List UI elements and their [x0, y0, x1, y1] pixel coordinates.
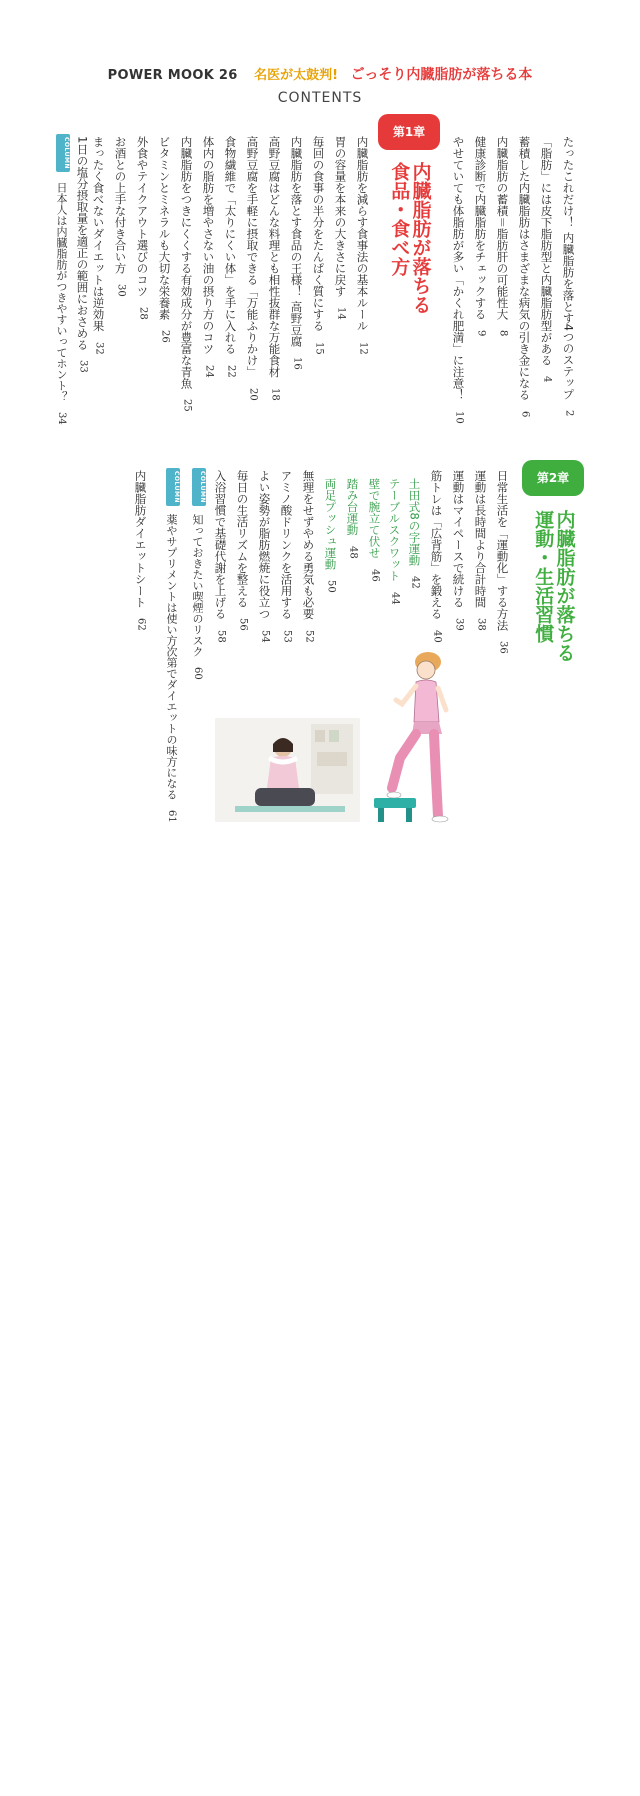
toc-entry[interactable] [496, 470, 508, 654]
toc-entry[interactable] [408, 478, 420, 589]
toc-entry[interactable] [540, 136, 552, 382]
column-entry[interactable] [56, 182, 67, 425]
toc-page: 6 [519, 410, 531, 417]
toc-entry[interactable] [158, 136, 170, 343]
toc-page: 25 [181, 399, 193, 412]
toc-entry-text: 無理をせずやめる勇気も必要 [301, 470, 316, 620]
shelf-item [315, 730, 325, 742]
toc-page: 36 [497, 641, 509, 654]
toc-entry-text: 体内の脂肪を増やさない油の摂り方のコツ [201, 136, 216, 355]
step-platform [374, 798, 416, 808]
toc-entry[interactable] [258, 470, 270, 642]
toc-page: 48 [347, 545, 359, 559]
bottom-decor-arc-inner [0, 824, 640, 1796]
toc-page: 54 [259, 629, 271, 643]
toc-page: 58 [215, 629, 227, 643]
page-header [0, 64, 640, 106]
toc-page: 10 [453, 410, 465, 424]
toc-page: 32 [93, 341, 105, 355]
toc-entry[interactable] [312, 136, 324, 354]
toc-entry[interactable] [430, 470, 442, 642]
toc-entry-text: 日常生活を「運動化」する方法 [495, 470, 510, 631]
toc-page: 62 [135, 618, 147, 631]
toc-entry[interactable] [346, 478, 358, 558]
toc-entry-text: テーブルスクワット [387, 478, 402, 582]
toc-entry[interactable] [452, 136, 464, 423]
toc-page: 61 [166, 810, 177, 823]
shelf-item [329, 730, 339, 742]
toc-page: 50 [325, 580, 337, 593]
toc-page: 56 [237, 618, 249, 631]
toc-page: 30 [115, 284, 127, 297]
toc-entry-text: 毎日の生活リズムを整える [235, 470, 250, 608]
toc-page: 26 [159, 330, 171, 343]
shoe-shape [387, 792, 401, 798]
column-badge: COLUMN [192, 468, 206, 506]
toc-entry-text: 蓄積した内臓脂肪はさまざまな病気の引き金になる [517, 136, 532, 401]
toc-entry[interactable] [474, 470, 486, 631]
toc-entry[interactable] [474, 136, 486, 336]
toc-entry[interactable] [136, 136, 148, 320]
toc-page: 16 [291, 356, 303, 370]
column-badge: COLUMN [166, 468, 180, 506]
toc-entry-text: 毎回の食事の半分をたんぱく質にする [311, 136, 326, 332]
column-entry[interactable] [166, 514, 177, 823]
toc-page: 33 [77, 360, 89, 374]
toc-entry-text: 高野豆腐はどんな料理とも相性抜群な万能食材 [267, 136, 282, 378]
chapter2-title-line1: 内臓脂肪が落ちる [553, 510, 576, 662]
toc-entry[interactable] [356, 136, 368, 354]
toc-page: 9 [475, 330, 487, 337]
toc-entry-text: 両足プッシュ運動 [323, 478, 338, 570]
toc-page: 46 [369, 568, 381, 582]
toc-entry-text: 土田式8の字運動 [407, 478, 422, 566]
toc-page: 42 [409, 575, 421, 589]
toc-entry-text: よい姿勢が脂肪燃焼に役立つ [257, 470, 272, 620]
toc-entry-text: 健康診断で内臓脂肪をチェックする [473, 136, 488, 320]
toc-entry[interactable] [452, 470, 464, 631]
toc-page: 14 [335, 307, 347, 320]
chapter1-badge: 第1章 [378, 114, 440, 150]
toc-page: 44 [389, 591, 401, 605]
toc-entry[interactable] [280, 470, 292, 642]
toc-entry[interactable] [236, 470, 248, 631]
toc-page: 40 [431, 629, 443, 643]
toc-entry-text: 内臓脂肪を落とす食品の王様！ 高野豆腐 [289, 136, 304, 347]
toc-page: 38 [475, 618, 487, 631]
shelf-item [317, 752, 347, 766]
toc-entry-text: 筋トレは「広背筋」を鍛える [429, 470, 444, 620]
toc-entry-text: お酒との上手な付き合い方 [113, 136, 128, 274]
header-subtitle: 名医が太鼓判! [254, 68, 339, 83]
arm-shape [396, 686, 416, 704]
toc-entry[interactable] [518, 136, 530, 417]
toc-entry-text: 運動は長時間より合計時間 [473, 470, 488, 608]
toc-page: 2 [563, 409, 575, 417]
toc-entry[interactable] [290, 136, 302, 369]
arm-shape [438, 688, 446, 710]
toc-entry[interactable] [368, 478, 380, 581]
toc-page: 28 [137, 307, 149, 320]
toc-entry[interactable] [268, 136, 280, 400]
chapter2-badge: 第2章 [522, 460, 584, 496]
toc-entry[interactable] [246, 136, 258, 400]
toc-entry[interactable] [134, 470, 146, 631]
toc-entry[interactable] [214, 470, 226, 642]
toc-page: 18 [269, 387, 281, 401]
column-entry[interactable] [192, 514, 203, 680]
toc-entry-text: 壁で腕立て伏せ [367, 478, 382, 559]
toc-entry-text: 内臓脂肪の蓄積＝脂肪肝の可能性大 [495, 136, 510, 320]
step-leg [406, 808, 412, 822]
head-shape [417, 661, 435, 679]
toc-entry-text: 踏み台運動 [345, 478, 360, 536]
toc-entry-text: 食物繊維で「太りにくい体」を手に入れる [223, 136, 238, 355]
contents-heading: CONTENTS [277, 90, 363, 106]
toc-entry[interactable] [388, 478, 400, 604]
toc-page: 53 [281, 629, 293, 643]
exercise-photo [215, 718, 360, 822]
column-entry-text: 薬やサプリメントは使い方次第でダイエットの味方になる [165, 514, 178, 800]
toc-page: 22 [225, 364, 237, 378]
toc-entry[interactable] [496, 136, 508, 336]
step-exercise-illustration [366, 648, 466, 848]
toc-entry-text: 内臓脂肪を減らす食事法の基本ルール [355, 136, 370, 332]
toc-entry[interactable] [92, 136, 104, 354]
toc-entry-text: 外食やテイクアウト選びのコツ [135, 136, 150, 297]
toc-entry-text: アミノ酸ドリンクを活用する [279, 470, 294, 620]
toc-entry[interactable] [114, 136, 126, 297]
toc-entry-text: やせていても体脂肪が多い「かくれ肥満」に注意！ [451, 136, 466, 401]
chapter1-title-line1: 内臓脂肪が落ちる [409, 162, 432, 314]
header-line [0, 64, 640, 84]
leg-shape [392, 734, 416, 788]
column-entry-text: 日本人は内臓脂肪がつきやすいってホント？ [55, 182, 68, 402]
toc-entry-text: 内臓脂肪をつきにくくする有効成分が豊富な青魚 [179, 136, 194, 389]
chapter2-title [532, 510, 575, 662]
toc-entry[interactable] [302, 470, 314, 642]
top-decor-arc-inner [0, 0, 640, 74]
toc-page: 34 [56, 412, 67, 425]
toc-page: 24 [203, 364, 215, 378]
toc-entry[interactable] [202, 136, 214, 377]
toc-entry[interactable] [76, 136, 88, 373]
toc-entry-text: 高野豆腐を手軽に摂取できる「万能ふりかけ」 [245, 136, 260, 378]
toc-entry[interactable] [224, 136, 236, 377]
chapter1-title [388, 162, 431, 314]
shoe-shape [432, 816, 448, 822]
chapter2-title-line2: 運動・生活習慣 [532, 510, 555, 643]
toc-page: 4 [541, 376, 553, 383]
toc-page: 20 [247, 387, 259, 401]
toc-entry-text: 運動はマイペースで続ける [451, 470, 466, 608]
toc-entry[interactable] [562, 136, 574, 416]
toc-page: 39 [453, 618, 465, 631]
person-legs [255, 788, 315, 806]
toc-entry[interactable] [180, 136, 192, 412]
mook-label: POWER MOOK 26 [107, 68, 238, 83]
toc-entry-text: まったく食べないダイエットは逆効果 [91, 136, 106, 332]
toc-entry[interactable] [324, 478, 336, 593]
book-title: ごっそり内臓脂肪が落ちる本 [350, 67, 533, 83]
toc-entry-text: 内臓脂肪ダイエットシート [133, 470, 148, 608]
toc-page: 15 [313, 341, 325, 355]
photo-drawing [215, 718, 360, 822]
leg-shape [434, 734, 438, 816]
mat-shape [235, 806, 345, 812]
toc-entry-text: 「脂肪」には皮下脂肪型と内臓脂肪型がある [539, 136, 554, 366]
toc-page: 8 [497, 330, 509, 337]
toc-entry-text: たったこれだけ！ 内臓脂肪を落とす4つのステップ [561, 136, 576, 400]
toc-entry-text: 胃の容量を本来の大きさに戻す [333, 136, 348, 297]
step-leg [378, 808, 384, 822]
toc-page: 12 [357, 341, 369, 355]
column-badge: COLUMN [56, 134, 70, 172]
column-entry-text: 知っておきたい喫煙のリスク [191, 514, 204, 657]
toc-entry-text: 1日の塩分摂取量を適正の範囲におさめる [75, 136, 90, 351]
toc-page: 60 [192, 667, 203, 680]
toc-page: 52 [303, 629, 315, 643]
toc-entry[interactable] [334, 136, 346, 320]
toc-entry-text: 入浴習慣で基礎代謝を上げる [213, 470, 228, 620]
chapter1-title-line2: 食品・食べ方 [388, 162, 411, 276]
toc-entry-text: ビタミンとミネラルも大切な栄養素 [157, 136, 172, 320]
